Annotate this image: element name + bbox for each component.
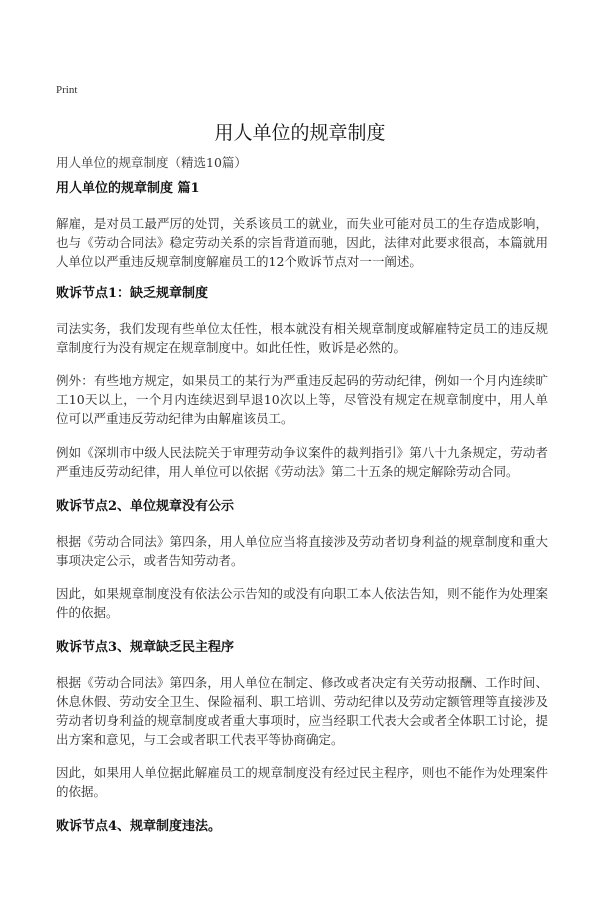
section-heading: 败诉节点3、规章缺乏民主程序	[56, 640, 235, 655]
paragraph: 根据《劳动合同法》第四条，用人单位应当将直接涉及劳动者切身利益的规章制度和重大事项决定公示，或者告知劳动者。	[56, 534, 548, 568]
paragraph: 根据《劳动合同法》第四条，用人单位在制定、修改或者决定有关劳动报酬、工作时间、休息休假、劳动安全卫生、保险福利、职工培训、劳动纪律以及劳动定额管理等直接涉及劳动者切身利益的规章制度或者重大事项时，应当经职工代表大会或者全体职工讨论，提出方案和意见，与工会或者职工代表平等协商确定。	[56, 675, 548, 747]
paragraph: 因此，如果规章制度没有依法公示告知的或没有向职工本人依法告知，则不能作为处理案件的依据。	[56, 586, 548, 620]
document-body	[56, 178, 548, 838]
paragraph: 解雇，是对员工最严厉的处罚，关系该员工的就业，而失业可能对员工的生存造成影响，也与《劳动合同法》稳定劳动关系的宗旨背道而驰，因此，法律对此要求很高，本篇就用人单位以严重违反规章制度解雇员工的12个败诉节点对一一阐述。	[56, 216, 548, 269]
print-link[interactable]: Print	[56, 84, 78, 96]
document-title: 用人单位的规章制度	[214, 122, 386, 144]
section-heading: 败诉节点1：缺乏规章制度	[56, 286, 209, 301]
paragraph: 因此，如果用人单位据此解雇员工的规章制度没有经过民主程序，则也不能作为处理案件的依据。	[56, 765, 548, 799]
section-heading: 败诉节点2、单位规章没有公示	[56, 499, 235, 514]
section-heading: 败诉节点4、规章制度违法。	[56, 819, 222, 834]
paragraph: 例如《深圳市中级人民法院关于审理劳动争议案件的裁判指引》第八十九条规定，劳动者严重违反劳动纪律，用人单位可以依据《劳动法》第二十五条的规定解除劳动合同。	[56, 445, 548, 479]
section-heading: 用人单位的规章制度 篇1	[56, 181, 200, 196]
paragraph: 司法实务，我们发现有些单位太任性，根本就没有相关规章制度或解雇特定员工的违反规章制度行为没有规定在规章制度中。如此任性，败诉是必然的。	[56, 321, 548, 355]
paragraph: 例外：有些地方规定，如果员工的某行为严重违反起码的劳动纪律，例如一个月内连续旷工10天以上，一个月内连续迟到早退10次以上等，尽管没有规定在规章制度中，用人单位可以严重违反劳动纪律为由解雇该员工。	[56, 373, 548, 426]
document-subtitle: 用人单位的规章制度（精选10篇）	[56, 155, 247, 170]
